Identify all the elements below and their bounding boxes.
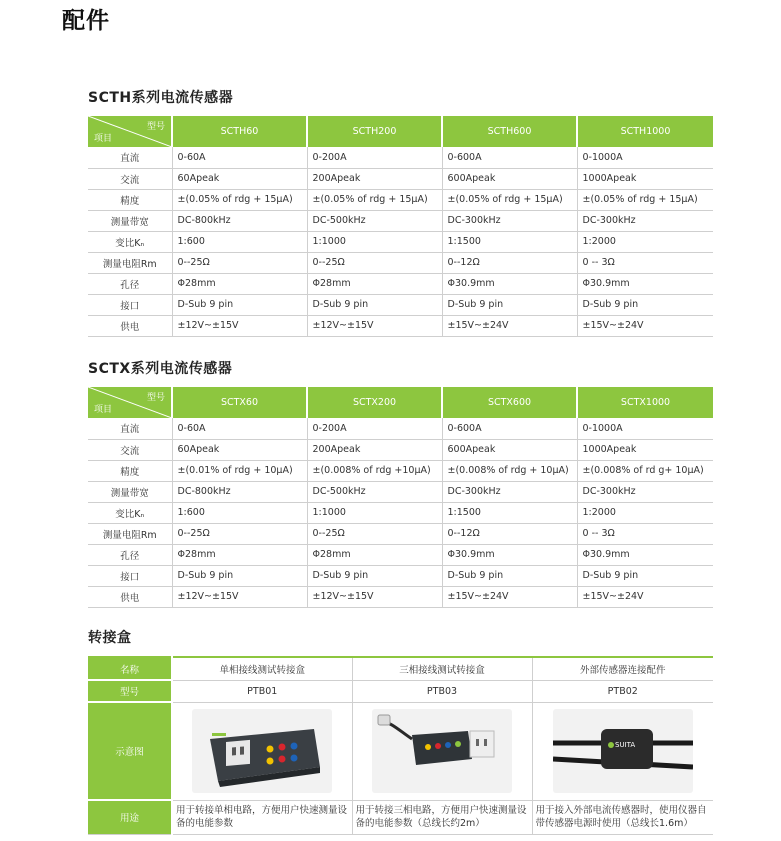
table-cell: D-Sub 9 pin — [307, 294, 442, 315]
table-cell: 0--12Ω — [442, 252, 577, 273]
row-label: 测量带宽 — [88, 481, 172, 502]
table-row — [88, 147, 713, 168]
sctx-section-title: SCTX系列电流传感器 — [88, 361, 233, 377]
brand-logo-text: SUITA — [614, 741, 635, 749]
adapter-section-title: 转接盒 — [88, 630, 132, 646]
table-cell: D-Sub 9 pin — [307, 565, 442, 586]
adapter-model: PTB03 — [352, 680, 532, 702]
table-cell: D-Sub 9 pin — [577, 565, 713, 586]
table-cell: 0-1000A — [577, 147, 713, 168]
table-cell: Φ30.9mm — [442, 544, 577, 565]
row-label: 接口 — [88, 294, 172, 315]
table-cell: ±(0.05% of rdg + 15μA) — [577, 189, 713, 210]
table-cell: 1000Apeak — [577, 439, 713, 460]
table-cell: 0-1000A — [577, 418, 713, 439]
model-header: SCTX60 — [172, 387, 307, 418]
table-cell: 1:1500 — [442, 231, 577, 252]
adapter-image-cell — [352, 702, 532, 800]
table-cell: D-Sub 9 pin — [172, 565, 307, 586]
table-row — [88, 439, 713, 460]
model-header: SCTX1000 — [577, 387, 713, 418]
table-row — [88, 544, 713, 565]
diag-header-model: 型号 — [146, 393, 165, 403]
table-row — [88, 586, 713, 607]
table-cell: 200Apeak — [307, 168, 442, 189]
model-header: SCTH200 — [307, 116, 442, 147]
table-cell: 0--25Ω — [172, 252, 307, 273]
row-label: 供电 — [88, 315, 172, 336]
table-cell: 0-60A — [172, 418, 307, 439]
adapter-usage: 用于转接三相电路，方便用户快速测量设备的电能参数（总线长约2m） — [352, 800, 532, 834]
table-row — [88, 315, 713, 336]
table-cell: 600Apeak — [442, 168, 577, 189]
row-label-image: 示意图 — [88, 702, 172, 800]
row-label: 直流 — [88, 147, 172, 168]
table-cell: 1:1500 — [442, 502, 577, 523]
table-cell: 0-60A — [172, 147, 307, 168]
scth-spec-table — [88, 116, 713, 337]
table-cell: DC-800kHz — [172, 210, 307, 231]
adapter-name: 三相接线测试转接盒 — [352, 657, 532, 680]
row-label: 孔径 — [88, 273, 172, 294]
table-cell: 1:600 — [172, 502, 307, 523]
table-cell: ±12V~±15V — [172, 315, 307, 336]
table-cell: DC-800kHz — [172, 481, 307, 502]
model-header: SCTX600 — [442, 387, 577, 418]
table-cell: ±(0.008% of rd g+ 10μA) — [577, 460, 713, 481]
row-label: 测量电阻Rm — [88, 252, 172, 273]
table-cell: 0 -- 3Ω — [577, 252, 713, 273]
single-phase-adapter-box-icon — [192, 709, 332, 793]
table-row — [88, 210, 713, 231]
adapter-usage: 用于转接单相电路，方便用户快速测量设备的电能参数 — [172, 800, 352, 834]
adapter-image-cell — [172, 702, 352, 800]
table-cell: Φ28mm — [307, 273, 442, 294]
row-label: 交流 — [88, 439, 172, 460]
table-cell: DC-500kHz — [307, 481, 442, 502]
table-cell: ±15V~±24V — [442, 586, 577, 607]
table-row — [88, 189, 713, 210]
row-label: 孔径 — [88, 544, 172, 565]
adapter-table — [88, 656, 713, 835]
table-cell: 60Apeak — [172, 168, 307, 189]
table-cell: ±(0.05% of rdg + 15μA) — [172, 189, 307, 210]
diag-header-model: 型号 — [146, 122, 165, 132]
table-cell: 0-200A — [307, 147, 442, 168]
table-cell: 0--25Ω — [307, 252, 442, 273]
table-cell: DC-300kHz — [577, 481, 713, 502]
table-row — [88, 418, 713, 439]
table-row — [88, 565, 713, 586]
model-header: SCTH600 — [442, 116, 577, 147]
row-label-name: 名称 — [88, 657, 172, 680]
table-cell: DC-300kHz — [442, 481, 577, 502]
table-cell: 1:1000 — [307, 502, 442, 523]
row-label: 直流 — [88, 418, 172, 439]
table-cell: ±15V~±24V — [442, 315, 577, 336]
diagonal-header-cell — [88, 387, 172, 418]
table-cell: ±12V~±15V — [307, 315, 442, 336]
table-row — [88, 231, 713, 252]
table-cell: 200Apeak — [307, 439, 442, 460]
table-row — [88, 168, 713, 189]
adapter-name: 外部传感器连接配件 — [532, 657, 713, 680]
table-row — [88, 481, 713, 502]
table-cell: D-Sub 9 pin — [442, 565, 577, 586]
table-cell: DC-500kHz — [307, 210, 442, 231]
table-cell: ±(0.008% of rdg + 10μA) — [442, 460, 577, 481]
table-cell: 60Apeak — [172, 439, 307, 460]
external-sensor-connector-icon — [553, 709, 693, 793]
row-label: 测量带宽 — [88, 210, 172, 231]
table-cell: Φ28mm — [172, 273, 307, 294]
row-label: 变比Kₙ — [88, 502, 172, 523]
diag-header-item: 项目 — [94, 134, 113, 144]
adapter-usage: 用于接入外部电流传感器时，使用仪器自带传感器电源时使用（总线长1.6m） — [532, 800, 713, 834]
table-cell: 1:1000 — [307, 231, 442, 252]
model-header: SCTH1000 — [577, 116, 713, 147]
table-cell: 0-600A — [442, 418, 577, 439]
table-cell: DC-300kHz — [442, 210, 577, 231]
model-header: SCTH60 — [172, 116, 307, 147]
table-cell: Φ30.9mm — [577, 273, 713, 294]
table-cell: 0-200A — [307, 418, 442, 439]
table-cell: Φ30.9mm — [577, 544, 713, 565]
table-cell: 0-600A — [442, 147, 577, 168]
table-cell: ±(0.008% of rdg +10μA) — [307, 460, 442, 481]
sctx-spec-table — [88, 387, 713, 608]
table-row — [88, 273, 713, 294]
row-label: 交流 — [88, 168, 172, 189]
table-cell: D-Sub 9 pin — [172, 294, 307, 315]
row-label-usage: 用途 — [88, 800, 172, 834]
table-cell: 0 -- 3Ω — [577, 523, 713, 544]
table-cell: D-Sub 9 pin — [577, 294, 713, 315]
table-row — [88, 523, 713, 544]
table-cell: 600Apeak — [442, 439, 577, 460]
scth-section-title: SCTH系列电流传感器 — [88, 90, 234, 106]
row-label: 精度 — [88, 460, 172, 481]
page-title: 配件 — [62, 8, 110, 34]
table-cell: 1000Apeak — [577, 168, 713, 189]
table-cell: 0--12Ω — [442, 523, 577, 544]
table-cell: 1:2000 — [577, 502, 713, 523]
row-label-model: 型号 — [88, 680, 172, 702]
adapter-model: PTB01 — [172, 680, 352, 702]
row-label: 供电 — [88, 586, 172, 607]
table-cell: ±12V~±15V — [307, 586, 442, 607]
table-row — [88, 502, 713, 523]
table-cell: ±12V~±15V — [172, 586, 307, 607]
adapter-image-cell — [532, 702, 713, 800]
row-label: 精度 — [88, 189, 172, 210]
table-row — [88, 252, 713, 273]
table-cell: 1:600 — [172, 231, 307, 252]
table-cell: ±15V~±24V — [577, 315, 713, 336]
table-cell: D-Sub 9 pin — [442, 294, 577, 315]
table-cell: ±15V~±24V — [577, 586, 713, 607]
table-cell: Φ28mm — [172, 544, 307, 565]
adapter-name: 单相接线测试转接盒 — [172, 657, 352, 680]
table-cell: Φ28mm — [307, 544, 442, 565]
row-label: 接口 — [88, 565, 172, 586]
table-row — [88, 460, 713, 481]
table-cell: 1:2000 — [577, 231, 713, 252]
table-cell: 0--25Ω — [172, 523, 307, 544]
model-header: SCTX200 — [307, 387, 442, 418]
table-cell: Φ30.9mm — [442, 273, 577, 294]
adapter-model: PTB02 — [532, 680, 713, 702]
table-cell: ±(0.01% of rdg + 10μA) — [172, 460, 307, 481]
table-cell: 0--25Ω — [307, 523, 442, 544]
row-label: 变比Kₙ — [88, 231, 172, 252]
diagonal-header-cell — [88, 116, 172, 147]
table-row — [88, 294, 713, 315]
table-cell: ±(0.05% of rdg + 15μA) — [442, 189, 577, 210]
three-phase-adapter-box-icon — [372, 709, 512, 793]
table-cell: ±(0.05% of rdg + 15μA) — [307, 189, 442, 210]
table-cell: DC-300kHz — [577, 210, 713, 231]
row-label: 测量电阻Rm — [88, 523, 172, 544]
diag-header-item: 项目 — [94, 405, 113, 415]
